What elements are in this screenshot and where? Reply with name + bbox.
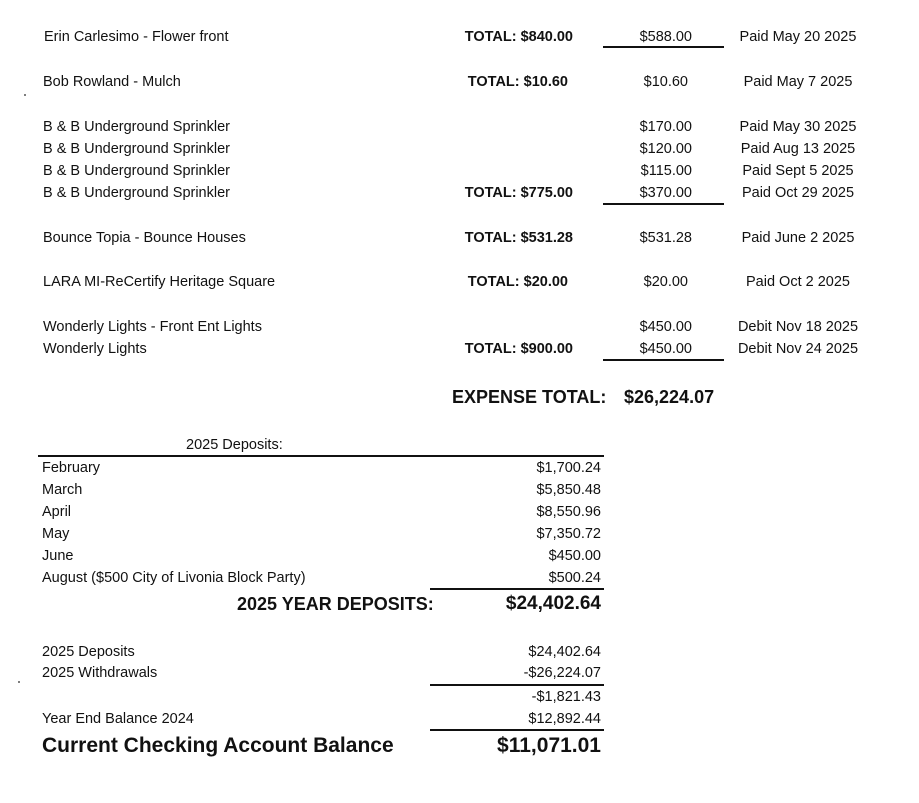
- balance-rule: [430, 729, 604, 731]
- expense-name: Bob Rowland - Mulch: [43, 74, 181, 90]
- expense-name: LARA MI-ReCertify Heritage Square: [43, 274, 276, 290]
- expense-amount: $170.00: [639, 119, 692, 135]
- deposits-header-rule: [38, 455, 604, 457]
- deposit-amount: $1,700.24: [536, 460, 601, 476]
- expense-amount: $10.60: [643, 74, 688, 90]
- expense-amount: $450.00: [639, 319, 692, 335]
- expense-status: Paid May 30 2025: [739, 119, 857, 135]
- subtotal-rule: [603, 359, 724, 361]
- expense-status: Debit Nov 18 2025: [737, 319, 859, 335]
- expense-amount: $450.00: [639, 341, 692, 357]
- deposit-month: March: [42, 482, 83, 498]
- expense-status: Paid May 7 2025: [743, 74, 853, 90]
- prev-balance-value: $12,892.44: [528, 711, 601, 727]
- expense-name: B & B Underground Sprinkler: [43, 185, 230, 201]
- expense-group-total: TOTAL: $775.00: [464, 185, 573, 201]
- year-deposits-total: $24,402.64: [505, 593, 601, 614]
- expense-name: Wonderly Lights - Front Ent Lights: [43, 319, 262, 335]
- expense-group-total: TOTAL: $840.00: [464, 29, 573, 45]
- prev-balance-label: Year End Balance 2024: [42, 711, 194, 727]
- deposit-month: May: [42, 526, 70, 542]
- year-deposits-label: 2025 YEAR DEPOSITS:: [237, 594, 434, 614]
- deposit-amount: $450.00: [548, 548, 601, 564]
- current-balance-label: Current Checking Account Balance: [42, 734, 394, 757]
- expense-group-total: TOTAL: $900.00: [464, 341, 573, 357]
- expense-name: B & B Underground Sprinkler: [43, 141, 230, 157]
- deposit-month: April: [42, 504, 72, 520]
- expense-amount: $531.28: [639, 230, 692, 246]
- subtotal-rule: [603, 203, 724, 205]
- deposit-amount: $7,350.72: [536, 526, 601, 542]
- scan-speck: [24, 94, 26, 96]
- subtotal-rule: [603, 46, 724, 48]
- expense-status: Paid Aug 13 2025: [740, 141, 856, 157]
- deposit-amount: $8,550.96: [536, 504, 601, 520]
- expense-name: Wonderly Lights: [43, 341, 147, 357]
- expense-status: Paid Sept 5 2025: [742, 163, 854, 179]
- expense-amount: $115.00: [640, 163, 692, 179]
- summary-withdrawals-value: -$26,224.07: [523, 665, 601, 681]
- summary-net-value: -$1,821.43: [531, 689, 601, 705]
- expense-total-value: $26,224.07: [624, 387, 715, 407]
- deposit-month: June: [42, 548, 74, 564]
- expense-group-total: TOTAL: $10.60: [467, 74, 568, 90]
- deposit-month: February: [42, 460, 101, 476]
- expense-amount: $120.00: [639, 141, 692, 157]
- expense-total-label: EXPENSE TOTAL:: [452, 387, 607, 407]
- deposits-heading: 2025 Deposits:: [186, 437, 283, 453]
- current-balance-value: $11,071.01: [497, 734, 601, 757]
- expense-group-total: TOTAL: $20.00: [467, 274, 568, 290]
- deposits-total-rule: [430, 588, 604, 590]
- expense-name: Erin Carlesimo - Flower front: [44, 29, 229, 45]
- expense-group-total: TOTAL: $531.28: [464, 230, 573, 246]
- summary-deposits-label: 2025 Deposits: [42, 644, 135, 660]
- net-rule: [430, 684, 604, 686]
- deposit-amount: $500.24: [548, 570, 601, 586]
- expense-status: Paid Oct 29 2025: [741, 185, 855, 201]
- expense-name: Bounce Topia - Bounce Houses: [43, 230, 246, 246]
- expense-status: Paid Oct 2 2025: [746, 274, 850, 290]
- expense-status: Debit Nov 24 2025: [737, 341, 859, 357]
- expense-amount: $588.00: [639, 29, 692, 45]
- summary-withdrawals-label: 2025 Withdrawals: [42, 665, 158, 681]
- scan-speck: [18, 681, 20, 683]
- deposit-month: August ($500 City of Livonia Block Party): [42, 570, 306, 586]
- expense-status: Paid June 2 2025: [741, 230, 855, 246]
- summary-deposits-value: $24,402.64: [528, 644, 601, 660]
- expense-amount: $370.00: [639, 185, 692, 201]
- expense-name: B & B Underground Sprinkler: [43, 119, 230, 135]
- deposit-amount: $5,850.48: [536, 482, 601, 498]
- expense-name: B & B Underground Sprinkler: [43, 163, 230, 179]
- expense-amount: $20.00: [643, 274, 688, 290]
- expense-status: Paid May 20 2025: [739, 29, 857, 45]
